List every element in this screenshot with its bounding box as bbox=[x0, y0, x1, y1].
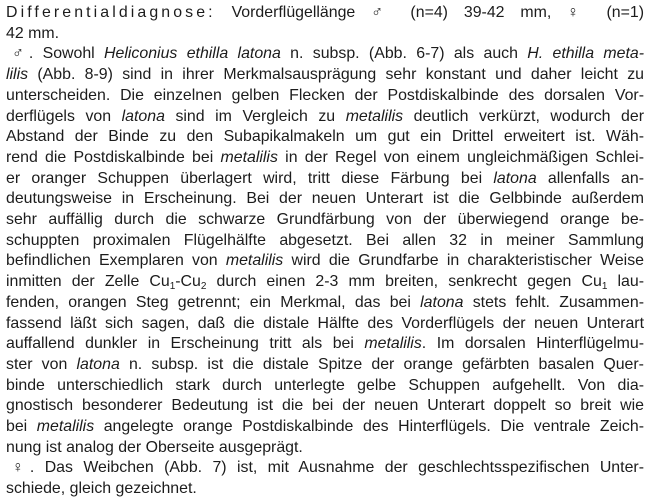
text-line: derflügels von latona sind im Vergleich zu metalilis deutlich verkürzt, wodurch der bbox=[6, 107, 644, 125]
taxon-name: metalilis bbox=[364, 335, 422, 353]
taxon-name: Heliconius ethilla latona bbox=[104, 45, 281, 63]
taxon-name: metalilis bbox=[345, 107, 404, 125]
text-line: unterscheiden. Die einzelnen gelben Flecken der Postdiskalbinde des dorsalen Vor- bbox=[6, 86, 644, 104]
text-line: schuppten proximalen Flügelhälfte abgesetzt. Bei allen 32 in meiner Sammlung bbox=[6, 231, 644, 249]
taxon-name: metalilis bbox=[36, 418, 95, 436]
section-heading: Differentialdiagnose: bbox=[6, 4, 216, 21]
text-line: ster von latona n. subsp. ist die distale Spitze der orange gefärbten basalen Quer- bbox=[6, 355, 644, 373]
text-line: fenden, orangen Steg getrennt; ein Merkmal, das bei latona stets fehlt. Zusammen- bbox=[6, 293, 644, 311]
text-line: gnostisch besonderer Bedeutung ist die bei der neuen Unterart doppelt so breit wie bbox=[6, 397, 644, 415]
taxon-name: metalilis bbox=[220, 148, 278, 166]
taxon-name: latona bbox=[420, 293, 464, 311]
subscript: 1 bbox=[169, 281, 176, 293]
paragraph-male-start: ♂. Sowohl Heliconius ethilla latona n. subsp. (Abb. 6-7) als auch H. ethilla meta- bbox=[12, 45, 644, 63]
text-line: lilis (Abb. 8-9) sind in ihrer Merkmalsausprägung sehr konstant und daher leicht zu bbox=[6, 66, 644, 84]
text-line: deutungsweise in Erscheinung. Bei der neuen Unterart ist die Gelbbinde außerdem bbox=[6, 190, 644, 208]
text-line: befindlichen Exemplaren von metalilis wird die Grundfarbe in charakteristischer Weise bbox=[6, 252, 644, 270]
taxon-name: latona bbox=[121, 107, 165, 125]
taxon-name: metalilis bbox=[225, 252, 284, 270]
text-line: er oranger Schuppen überlagert wird, tritt diese Färbung bei latona allenfalls an- bbox=[6, 169, 644, 187]
text-line: auffallend dunkler in Erscheinung tritt als bei metalilis. Im dorsalen Hinterflügelmu- bbox=[6, 335, 644, 353]
text-line: fassend läßt sich sagen, daß die distale Hälfte des Vorderflügels der neuen Unterart bbox=[6, 314, 644, 332]
text-line: bei metalilis angelegte orange Postdiskalbinde des Hinterflügels. Die ventrale Zeich- bbox=[6, 418, 645, 436]
taxon-name: latona bbox=[76, 355, 120, 373]
text-line: Abstand der Binde zu den Subapikalmakeln um gut ein Drittel erweitert ist. Wäh- bbox=[6, 128, 644, 146]
text-line: Differentialdiagnose: Vorderflügellänge ♂ (n=4) 39-42 mm, ♀ (n=1) bbox=[6, 4, 644, 21]
paragraph-female-start: ♀. Das Weibchen (Abb. 7) ist, mit Ausnahme der geschlechtsspezifischen Unter- bbox=[12, 459, 644, 477]
subscript: 1 bbox=[601, 281, 608, 293]
text-line: nung ist analog der Oberseite ausgeprägt. bbox=[6, 438, 303, 456]
taxon-name: lilis bbox=[6, 66, 29, 84]
text-line: sehr auffällig durch die schwarze Grundfärbung von der überwiegend orange be- bbox=[6, 211, 644, 229]
text-line: binde unterschiedlich stark durch unterlegte gelbe Schuppen aufgehellt. Von dia- bbox=[6, 376, 644, 394]
text-line: rend die Postdiskalbinde bei metalilis in der Regel von einem ungleichmäßigen Schlei- bbox=[6, 148, 644, 166]
taxon-name: H. ethilla meta- bbox=[527, 45, 644, 63]
taxon-name: latona bbox=[493, 169, 537, 187]
subscript: 2 bbox=[200, 281, 207, 293]
text-line: schiede, gleich gezeichnet. bbox=[6, 480, 197, 498]
text-line: 42 mm. bbox=[6, 24, 59, 42]
text-line: inmitten der Zelle $Cu_1-Cu_2$ durch einen 2-3 mm breiten, senkrecht gegen $Cu_1$ lau- bbox=[6, 273, 644, 293]
